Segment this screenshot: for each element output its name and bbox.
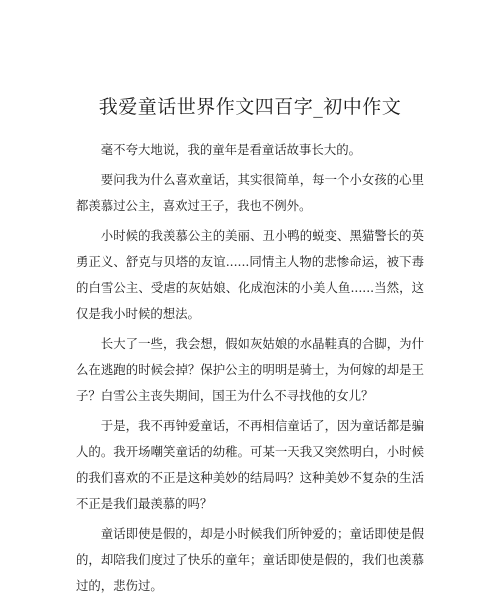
paragraph-3: 小时候的我羡慕公主的美丽、丑小鸭的蜕变、黑猫警长的英勇正义、舒克与贝塔的友谊......同情主人物的悲惨命运，被下毒的白雪公主、受虐的灰姑娘、化成泡沫的小美人鱼......当然，这仅是我小时候的想法。 — [76, 228, 424, 321]
paragraph-6: 童话即使是假的，却是小时候我们所钟爱的；童话即使是假的，却陪我们度过了快乐的童年；童话即使是假的，我们也羡慕过的，悲伤过。 — [76, 526, 424, 593]
paragraph-2: 要问我为什么喜欢童话，其实很简单，每一个小女孩的心里都羡慕过公主，喜欢过王子，我也不例外。 — [76, 172, 424, 213]
paragraph-1: 毫不夸大地说，我的童年是看童话故事长大的。 — [100, 142, 361, 157]
document-title: 我爱童话世界作文四百字_初中作文 — [98, 96, 402, 118]
paragraph-5: 于是，我不再钟爱童话，不再相信童话了，因为童话都是骗人的。我开场嘲笑童话的幼稚。可某一天我又突然明白，小时候的我们喜欢的不正是这种美妙的结局吗？这种美妙不复杂的生活不正是我们最羡慕的吗？ — [76, 418, 424, 511]
paragraph-4: 长大了一些，我会想，假如灰姑娘的水晶鞋真的合脚，为什么在逃跑的时候会掉？保护公主的明明是骑士，为何嫁的却是王子？白雪公主丧失期间，国王为什么不寻找他的女儿？ — [76, 336, 424, 403]
